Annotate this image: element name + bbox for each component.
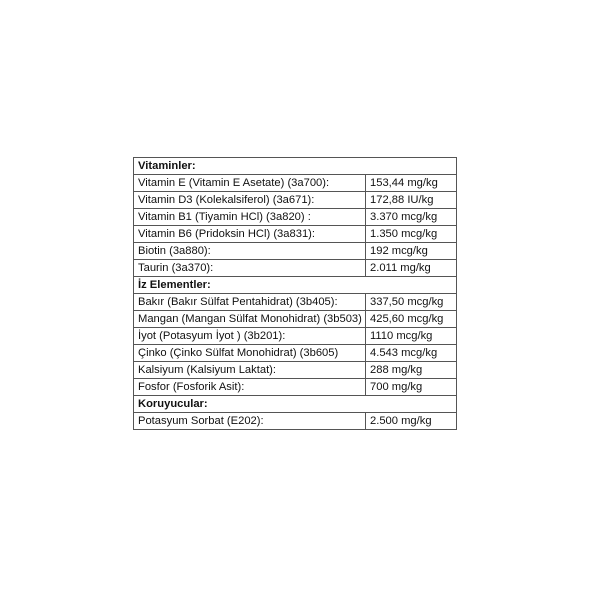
table-row xyxy=(134,362,457,379)
ingredient-value: 288 mg/kg xyxy=(366,362,457,379)
table-row xyxy=(134,260,457,277)
ingredient-value: 192 mcg/kg xyxy=(366,243,457,260)
ingredient-name: Çinko (Çinko Sülfat Monohidrat) (3b605) xyxy=(134,345,366,362)
ingredient-name: Kalsiyum (Kalsiyum Laktat): xyxy=(134,362,366,379)
ingredient-value: 1110 mcg/kg xyxy=(366,328,457,345)
table-row xyxy=(134,226,457,243)
ingredient-name: Taurin (3a370): xyxy=(134,260,366,277)
ingredient-value: 2.011 mg/kg xyxy=(366,260,457,277)
ingredient-name: Potasyum Sorbat (E202): xyxy=(134,413,366,430)
table-row xyxy=(134,192,457,209)
ingredient-name: Vitamin D3 (Kolekalsiferol) (3a671): xyxy=(134,192,366,209)
table-row xyxy=(134,345,457,362)
ingredient-value: 337,50 mcg/kg xyxy=(366,294,457,311)
ingredient-name: Vitamin B6 (Pridoksin HCl) (3a831): xyxy=(134,226,366,243)
ingredient-name: Vitamin B1 (Tiyamin HCl) (3a820) : xyxy=(134,209,366,226)
section-title: İz Elementler: xyxy=(134,277,457,294)
section-title: Vitaminler: xyxy=(134,158,457,175)
section-header-koruyucular xyxy=(134,396,457,413)
ingredient-name: Bakır (Bakır Sülfat Pentahidrat) (3b405): xyxy=(134,294,366,311)
ingredient-value: 700 mg/kg xyxy=(366,379,457,396)
ingredient-value: 3.370 mcg/kg xyxy=(366,209,457,226)
table-row xyxy=(134,311,457,328)
section-title: Koruyucular: xyxy=(134,396,457,413)
table-row xyxy=(134,175,457,192)
ingredient-name: Vitamin E (Vitamin E Asetate) (3a700): xyxy=(134,175,366,192)
table-row xyxy=(134,209,457,226)
table-row xyxy=(134,413,457,430)
ingredient-value: 153,44 mg/kg xyxy=(366,175,457,192)
ingredient-name: İyot (Potasyum İyot ) (3b201): xyxy=(134,328,366,345)
ingredient-name: Fosfor (Fosforik Asit): xyxy=(134,379,366,396)
ingredient-value: 4.543 mcg/kg xyxy=(366,345,457,362)
ingredient-name: Biotin (3a880): xyxy=(134,243,366,260)
table-row xyxy=(134,328,457,345)
ingredient-value: 425,60 mcg/kg xyxy=(366,311,457,328)
ingredient-name: Mangan (Mangan Sülfat Monohidrat) (3b503) xyxy=(134,311,366,328)
table-row xyxy=(134,379,457,396)
section-header-iz-elementler xyxy=(134,277,457,294)
section-header-vitaminler xyxy=(134,158,457,175)
ingredient-value: 1.350 mcg/kg xyxy=(366,226,457,243)
table-row xyxy=(134,294,457,311)
ingredient-value: 172,88 IU/kg xyxy=(366,192,457,209)
table-row xyxy=(134,243,457,260)
nutrition-table xyxy=(133,157,457,430)
ingredient-value: 2.500 mg/kg xyxy=(366,413,457,430)
